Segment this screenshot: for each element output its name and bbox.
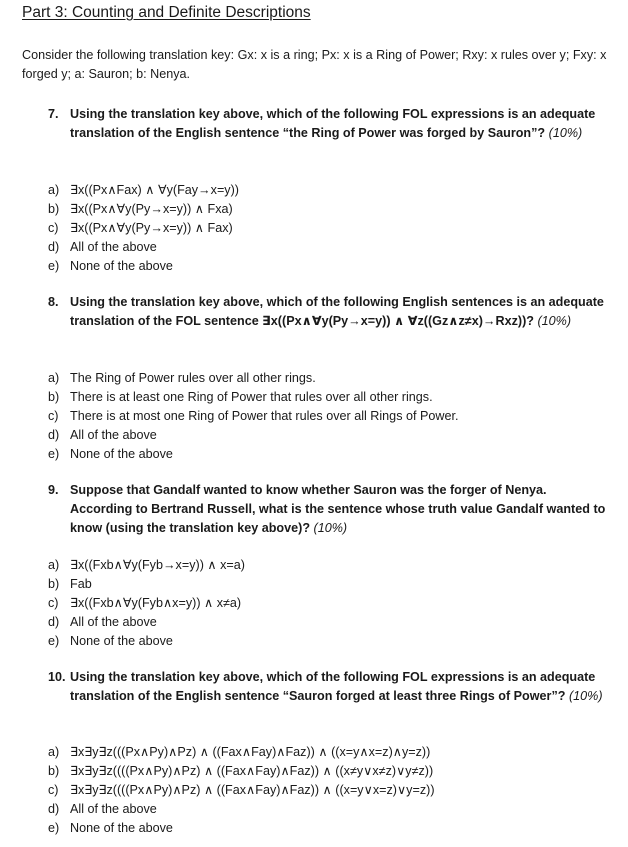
option-c: c) ∃x∃y∃z((((Px∧Py)∧Pz) ∧ ((Fax∧Fay)∧Faz)) ∧ ((x=y∨x=z)∨y=z)) <box>48 783 435 797</box>
option-b: b) ∃x((Px∧∀y(Py→x=y)) ∧ Fxa) <box>48 202 233 216</box>
question-number: 10. <box>48 670 66 684</box>
option-d: d) All of the above <box>48 428 157 442</box>
option-c: c) ∃x((Fxb∧∀y(Fyb∧x=y)) ∧ x≠a) <box>48 596 242 610</box>
question-10-options <box>48 743 608 838</box>
option-e: e) None of the above <box>48 259 173 273</box>
question-7 <box>48 105 608 143</box>
question-percent: (10%) <box>313 521 348 535</box>
option-c: c) There is at most one Ring of Power that rules over all Rings of Power. <box>48 409 459 423</box>
question-percent: (10%) <box>548 126 583 140</box>
question-7-options <box>48 181 608 276</box>
question-text: Using the translation key above, which of the following FOL expressions is an adequate translation of the English sentence “the Ring of Power was forged by Sauron”? <box>70 107 596 140</box>
question-number: 9. <box>48 483 59 497</box>
question-number: 8. <box>48 295 59 309</box>
option-a: a) ∃x((Fxb∧∀y(Fyb→x=y)) ∧ x=a) <box>48 558 245 572</box>
page-title: Part 3: Counting and Definite Descriptions <box>22 4 311 21</box>
question-text: Using the translation key above, which of the following English sentences is an adequate translation of the FOL sentence ∃x((Px∧∀y(Py→x=y)) ∧ ∀z((Gz∧z≠x)→Rxz))? <box>70 295 604 328</box>
option-b: b) There is at least one Ring of Power that rules over all other rings. <box>48 390 433 404</box>
question-9 <box>48 481 608 538</box>
option-b: b) ∃x∃y∃z((((Px∧Py)∧Pz) ∧ ((Fax∧Fay)∧Faz)) ∧ ((x≠y∨x≠z)∨y≠z)) <box>48 764 434 778</box>
question-percent: (10%) <box>537 314 572 328</box>
question-text: Suppose that Gandalf wanted to know whether Sauron was the forger of Nenya. According to Bertrand Russell, what is the sentence whose truth value Gandalf wanted to know (using the translation key above)? <box>70 483 606 535</box>
option-a: a) The Ring of Power rules over all other rings. <box>48 371 316 385</box>
option-d: d) All of the above <box>48 240 157 254</box>
question-10 <box>48 668 608 706</box>
option-c: c) ∃x((Px∧∀y(Py→x=y)) ∧ Fax) <box>48 221 233 235</box>
option-e: e) None of the above <box>48 447 173 461</box>
option-d: d) All of the above <box>48 802 157 816</box>
question-number: 7. <box>48 107 59 121</box>
question-text: Using the translation key above, which of the following FOL expressions is an adequate translation of the English sentence “Sauron forged at least three Rings of Power”? <box>70 670 596 703</box>
option-e: e) None of the above <box>48 821 173 835</box>
question-percent: (10%) <box>568 689 603 703</box>
option-a: a) ∃x((Px∧Fax) ∧ ∀y(Fay→x=y)) <box>48 183 239 197</box>
option-d: d) All of the above <box>48 615 157 629</box>
option-b: b) Fab <box>48 577 92 591</box>
question-8 <box>48 293 608 331</box>
question-9-options <box>48 556 608 651</box>
option-a: a) ∃x∃y∃z(((Px∧Py)∧Pz) ∧ ((Fax∧Fay)∧Faz)) ∧ ((x=y∧x=z)∧y=z)) <box>48 745 431 759</box>
question-8-options <box>48 369 608 464</box>
translation-key-intro: Consider the following translation key: Gx: x is a ring; Px: x is a Ring of Power; Rxy: x rules over y; Fxy: x forged y; a: Sauron; b: Nenya. <box>22 48 607 81</box>
option-e: e) None of the above <box>48 634 173 648</box>
